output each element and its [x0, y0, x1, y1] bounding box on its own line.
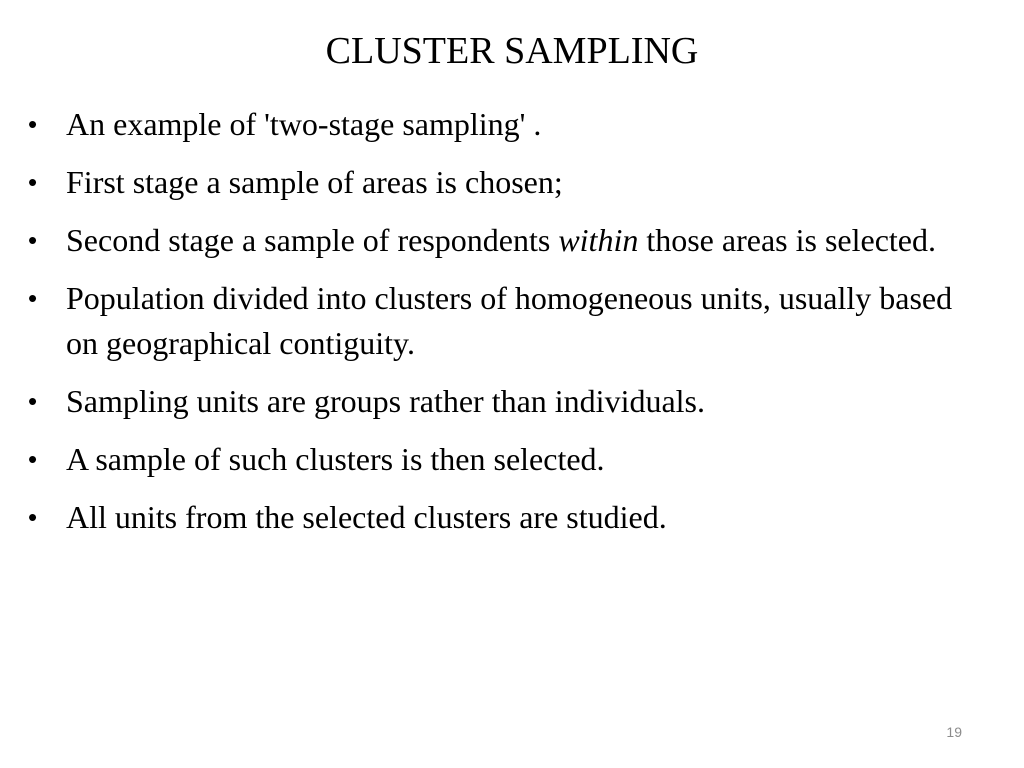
- bullet-icon: •: [28, 225, 38, 255]
- bullet-text: [66, 222, 936, 258]
- bullet-item: [28, 218, 988, 263]
- bullet-item: [28, 379, 988, 424]
- bullet-icon: •: [28, 283, 38, 313]
- bullet-text-end: those areas is selected.: [638, 222, 936, 258]
- slide-title: CLUSTER SAMPLING: [325, 30, 699, 72]
- bullet-icon: •: [28, 109, 38, 139]
- bullet-item: [28, 437, 988, 482]
- bullet-text: All units from the selected clusters are studied.: [66, 499, 667, 535]
- bullet-list: [28, 102, 988, 553]
- page-number: 19: [946, 724, 962, 740]
- bullet-item: [28, 102, 988, 147]
- bullet-icon: •: [28, 502, 38, 532]
- bullet-text: Sampling units are groups rather than individuals.: [66, 383, 705, 419]
- bullet-text: Population divided into clusters of homogeneous units, usually based on geographical contiguity.: [66, 280, 953, 361]
- bullet-text: First stage a sample of areas is chosen;: [66, 164, 563, 200]
- bullet-item: [28, 160, 988, 205]
- bullet-icon: •: [28, 386, 38, 416]
- bullet-item: [28, 495, 988, 540]
- bullet-text-start: Second stage a sample of respondents: [66, 222, 559, 258]
- bullet-icon: •: [28, 167, 38, 197]
- bullet-item: [28, 276, 988, 366]
- bullet-icon: •: [28, 444, 38, 474]
- bullet-text: An example of 'two-stage sampling' .: [66, 106, 542, 142]
- bullet-text: A sample of such clusters is then selected.: [66, 441, 605, 477]
- emphasis-text: within: [558, 222, 639, 258]
